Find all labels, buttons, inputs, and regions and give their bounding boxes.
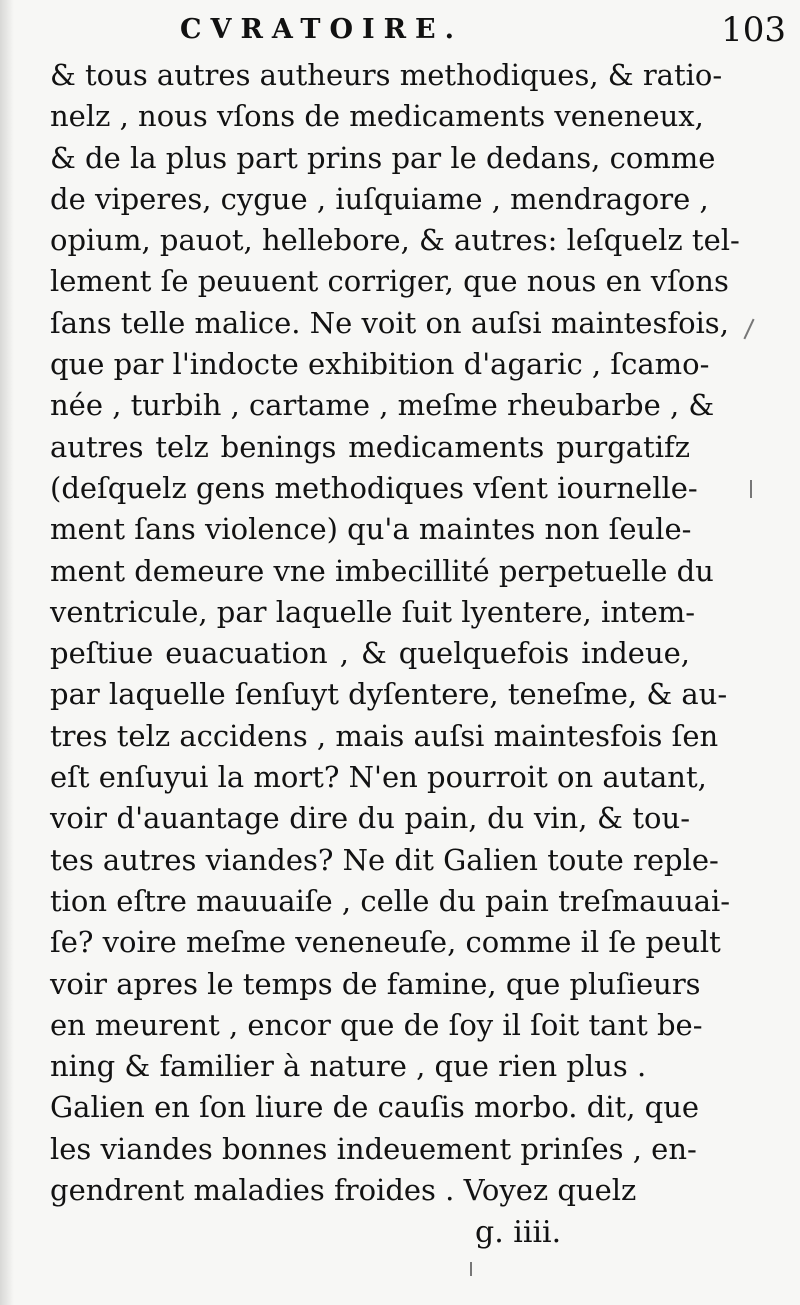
text-line: ventricule, par laquelle ſuit lyentere, intem- — [50, 594, 696, 629]
text-line: gendrent maladies froides . Voyez quelz — [50, 1173, 637, 1208]
text-line: ſe? voire meſme veneneuſe, comme il ſe peult — [50, 925, 721, 960]
signature-mark: g. iiii. — [475, 1215, 562, 1250]
text-line: & de la plus part prins par le dedans, comme — [50, 140, 716, 175]
text-line: autres telz benings medicaments purgatifz — [50, 429, 690, 464]
margin-stroke — [470, 1262, 472, 1276]
body-text — [50, 55, 740, 1211]
text-line: ning & familier à nature , que rien plus . — [50, 1049, 647, 1084]
text-line: née , turbih , cartame , meſme rheubarbe , & — [50, 388, 715, 423]
text-line: ment ſans violence) qu'a maintes non ſeule- — [50, 512, 692, 547]
text-line: que par l'indocte exhibition d'agaric , ſcamo- — [50, 347, 710, 382]
text-line: & tous autres autheurs methodiques, & ratio- — [50, 58, 723, 92]
text-line: peſtiue euacuation , & quelquefois indeue, — [50, 636, 690, 671]
page-edge-shadow — [0, 0, 14, 1305]
page-number: 103 — [721, 10, 786, 50]
text-line: lement ſe peuuent corriger, que nous en vſons — [50, 264, 729, 299]
text-line: voir apres le temps de famine, que pluſieurs — [50, 966, 701, 1001]
text-line: par laquelle ſenſuyt dyſentere, teneſme, & au- — [50, 677, 728, 712]
margin-stroke — [750, 480, 752, 498]
text-line: opium, pauot, hellebore, & autres: leſquelz tel- — [50, 223, 740, 258]
text-line: eſt enſuyui la mort? N'en pourroit on autant, — [50, 760, 707, 795]
text-line: voir d'auantage dire du pain, du vin, & tou- — [50, 801, 690, 836]
text-line: de viperes, cygue , iuſquiame , mendragore , — [50, 181, 709, 216]
margin-stroke — [743, 319, 754, 340]
page-header — [0, 8, 800, 48]
text-line: ment demeure vne imbecillité perpetuelle du — [50, 553, 714, 588]
text-line: tion eſtre mauuaiſe , celle du pain treſmauuai- — [50, 883, 731, 918]
text-line: Galien en ſon liure de cauſis morbo. dit, que — [50, 1090, 700, 1125]
text-line: nelz , nous vſons de medicaments veneneux, — [50, 99, 704, 134]
text-line: ſans telle malice. Ne voit on auſsi maintesfois, — [50, 305, 729, 340]
running-title: CVRATOIRE. — [180, 14, 464, 45]
text-line: (deſquelz gens methodiques vſent iournelle- — [50, 470, 698, 505]
text-line: tes autres viandes? Ne dit Galien toute reple- — [50, 842, 719, 877]
text-line: les viandes bonnes indeuement prinſes , en- — [50, 1131, 697, 1166]
text-line: en meurent , encor que de ſoy il ſoit tant be- — [50, 1007, 703, 1042]
text-line: tres telz accidens , mais auſsi maintesfois ſen — [50, 718, 719, 753]
